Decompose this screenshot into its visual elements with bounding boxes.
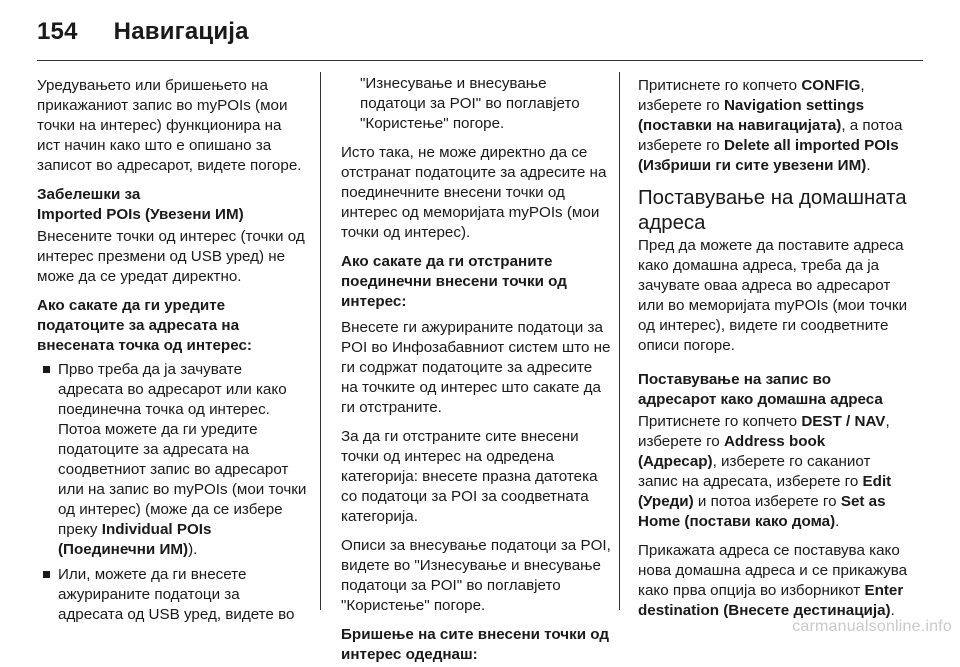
column-3: [638, 76, 908, 630]
section-heading: Бришење на сите внесени точки од интерес одеднаш:: [341, 626, 609, 663]
paragraph: Уредувањето или бришењето на прикажаниот запис во myPOIs (мои точки на интерес) функционира на ист начин како што е опишано за записот во адресарот, видете погоре.: [37, 77, 302, 174]
paragraph: Притиснете го копчето DEST / NAV, изберете го Address book (Адресар), изберете го саканиот запис на адресата, изберете го Edit (Уреди) и потоа изберете го Set as Home (постави како дома).: [638, 413, 892, 530]
column-2: [341, 76, 611, 667]
list-item: Или, можете да ги внесете ажурираните податоци за адресата од USB уред, видете во: [37, 565, 307, 625]
paragraph: Описи за внесување податоци за POI, видете во "Изнесување и внесување податоци за POI" во поглавјето "Користење" погоре.: [341, 537, 611, 614]
page-number: 154: [37, 18, 78, 45]
paragraph: Внесените точки од интерес (точки од интерес презмени од USB уред) не може да се уредат директно.: [37, 228, 305, 285]
paragraph: Притиснете го копчето CONFIG, изберете го Navigation settings (поставки на навигацијата), а потоа изберете го Delete all imported POIs (Избриши ги сите увезени ИМ).: [638, 77, 903, 174]
paragraph: За да ги отстраните сите внесени точки од интерес на одредена категорија: внесете празна датотека со податоци за POI за соодветната категорија.: [341, 428, 598, 525]
bullet-list: [37, 360, 307, 625]
paragraph: "Изнесување и внесување податоци за POI" во поглавјето "Користење" погоре.: [360, 75, 580, 132]
paragraph: Исто така, не може директно да се отстранат податоците за адресите на поединечните внесени точки од интерес од меморијата myPOIs (мои точки од интерес).: [341, 144, 607, 241]
section-heading: Поставување на запис во адресарот како домашна адреса: [638, 371, 883, 408]
column-1: [37, 76, 307, 631]
column-divider-1: [320, 72, 321, 610]
page-header: [37, 12, 249, 52]
paragraph: Пред да можете да поставите адреса како домашна адреса, треба да ја зачувате оваа адреса во адресарот или во меморијата myPOIs (мои точки од интерес), видете ги соодветните описи погоре.: [638, 237, 908, 354]
paragraph: Внесете ги ажурираните податоци за POI во Инфозабавниот систем што не ги содржат податоците за адресите на точките од интерес што сакате да ги отстраните.: [341, 319, 611, 416]
section-heading: Забелешки за Imported POIs (Увезени ИМ): [37, 186, 244, 223]
page-title: Навигација: [113, 18, 249, 45]
watermark: carmanualsonline.info: [792, 618, 952, 635]
section-title: Поставување на домашната адреса: [638, 187, 907, 234]
paragraph: Прикажата адреса се поставува како нова домашна адреса и се прикажува како прва опција во изборникот Enter destination (Внесете дестинација).: [638, 542, 908, 619]
list-item: Прво треба да ја зачувате адресата во адресарот или како поединечна точка од интерес. Потоа можете да ги уредите податоците за адресата на соодветниот запис во адресарот или на запис во myPOIs (мои точки од интерес) (може да се избере преку Individual POIs (Поединечни ИМ)).: [37, 360, 307, 560]
section-heading: Ако сакате да ги отстраните поединечни внесени точки од интерес:: [341, 253, 567, 310]
column-divider-2: [619, 72, 620, 610]
header-rule: [37, 60, 923, 61]
section-heading: Ако сакате да ги уредите податоците за адресата на внесената точка од интерес:: [37, 297, 252, 354]
